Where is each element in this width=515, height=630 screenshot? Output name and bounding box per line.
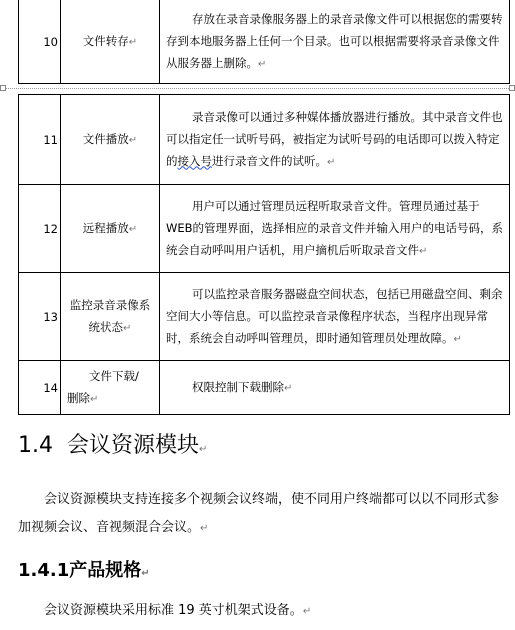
spellcheck-underline: 接入号 [177, 153, 212, 168]
subsection-heading: 1.4.1产品规格↵ [18, 560, 150, 581]
row-description: 录音录像可以通过多种媒体播放器进行播放。其中录音文件也可以指定任一试听号码，被指定为试听号码的电话即可以拨入特定的接入号进行录音文件的试听。↵ [160, 95, 510, 185]
page-break-marker-right [509, 85, 515, 91]
section-heading: 1.4 会议资源模块↵ [18, 433, 208, 458]
row-number: 14 [19, 361, 61, 415]
row-description: 存放在录音录像服务器上的录音录像文件可以根据您的需要转存到本地服务器上任何一个目录。也可以根据需要将录音录像文件从服务器上删除。↵ [160, 0, 510, 84]
table-row [19, 95, 510, 185]
row-description: 用户可以通过管理员远程听取录音文件。管理员通过基于WEB的管理界面，选择相应的录音文件并输入用户的电话号码，系统会自动呼叫用户话机，用户摘机后听取录音文件↵ [160, 185, 510, 273]
page-break-marker-left [0, 85, 6, 91]
row-number: 11 [19, 95, 61, 185]
section-paragraph: 会议资源模块支持连接多个视频会议终端，使不同用户终端都可以以不同形式参加视频会议、音视频混合会议。↵ [18, 492, 500, 535]
row-function-name: 文件下载/ 删除↵ [61, 361, 160, 415]
row-number: 10 [19, 0, 61, 84]
row-description: 权限控制下载删除↵ [160, 361, 510, 415]
row-function-name: 文件播放↵ [61, 95, 160, 185]
subsection-paragraph: 会议资源模块采用标准 19 英寸机架式设备。↵ [44, 603, 312, 618]
row-function-name: 监控录音录像系统状态↵ [61, 273, 160, 361]
table-row [19, 273, 510, 361]
function-table [18, 94, 510, 415]
function-table-top [18, 0, 510, 84]
row-function-name: 文件转存↵ [61, 0, 160, 84]
table-row [19, 0, 510, 84]
row-function-name: 远程播放↵ [61, 185, 160, 273]
row-description: 可以监控录音服务器磁盘空间状态，包括已用磁盘空间、剩余空间大小等信息。可以监控录音录像程序状态，当程序出现异常时，系统会自动呼叫管理员，即时通知管理员处理故障。↵ [160, 273, 510, 361]
table-row [19, 185, 510, 273]
table-row [19, 361, 510, 415]
page-break-separator [0, 88, 515, 89]
row-number: 12 [19, 185, 61, 273]
row-number: 13 [19, 273, 61, 361]
